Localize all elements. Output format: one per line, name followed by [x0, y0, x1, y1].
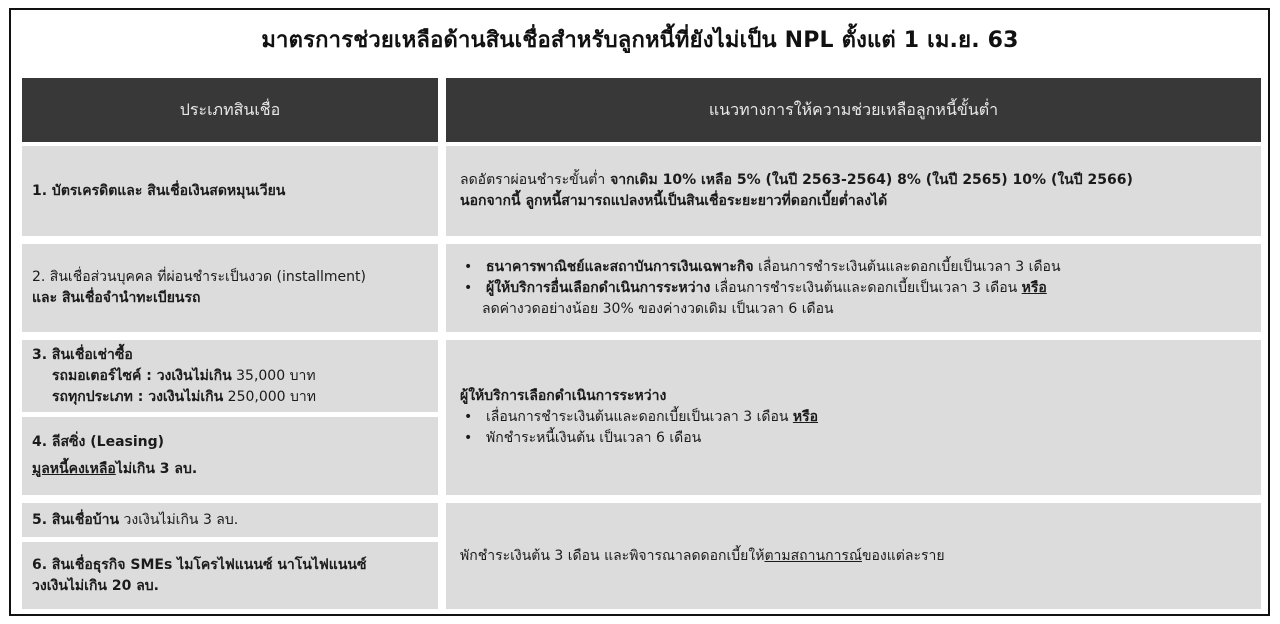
row34-bullet1-or: หรือ — [792, 409, 819, 425]
row3-loan-type-line3 — [32, 387, 428, 408]
row4-loan-type-line1: 4. ลีสซิ่ง (Leasing) — [32, 434, 165, 450]
row2-bullet2 — [460, 278, 1247, 299]
row34-bullet1 — [460, 407, 1247, 428]
row34-bullet2-text: พักชำระหนี้เงินต้น เป็นเวลา 6 เดือน — [486, 430, 702, 446]
row1-loan-type-text: 1. บัตรเครดิตและ สินเชื่อเงินสดหมุนเวียน — [32, 182, 286, 199]
row2-bullet1-lead: ธนาคารพาณิชย์และสถาบันการเงินเฉพาะกิจ — [486, 258, 754, 275]
row34-guideline — [446, 340, 1261, 495]
row5-loan-type-line — [32, 510, 428, 531]
row4-loan-type-line2 — [32, 459, 428, 480]
row34-bullet1-text: เลื่อนการชำระเงินต้นและดอกเบี้ยเป็นเวลา 3 เดือน — [486, 409, 793, 425]
header-guideline-label: แนวทางการให้ความช่วยเหลือลูกหนี้ขั้นต่ำ — [708, 99, 999, 119]
bullet-dot-icon: • — [464, 279, 473, 296]
row56-text-a: พักชำระเงินต้น 3 เดือน และพิจารณาลดดอกเบี้ยให้ — [460, 547, 765, 564]
row2-bullet2-line2: ลดค่างวดอย่างน้อย 30% ของค่างวดเดิม เป็นเวลา 6 เดือน — [482, 300, 834, 317]
page-title: มาตรการช่วยเหลือด้านสินเชื่อสำหรับลูกหนี้ที่ยังไม่เป็น NPL ตั้งแต่ 1 เม.ย. 63 — [261, 28, 1019, 53]
row34-heading: ผู้ให้บริการเลือกดำเนินการระหว่าง — [460, 388, 667, 404]
row3-all-cars-label: รถทุกประเภท : วงเงินไม่เกิน — [52, 388, 224, 405]
row6-loan-type-line2: วงเงินไม่เกิน 20 ลบ. — [32, 577, 160, 594]
header-loan-type — [22, 78, 438, 142]
row2-bullet2-or: หรือ — [1021, 279, 1047, 296]
row2-bullet2-text: เลื่อนการชำระเงินต้นและดอกเบี้ยเป็นเวลา 3 เดือน — [710, 279, 1022, 296]
row1-guideline-line2: นอกจากนี้ ลูกหนี้สามารถแปลงหนี้เป็นสินเชื่อระยะยาวที่ดอกเบี้ยต่ำลงได้ — [460, 193, 888, 209]
row56-text-b: ของแต่ละราย — [861, 547, 945, 564]
row1-loan-type — [22, 146, 438, 236]
row3-loan-type-line1: 3. สินเชื่อเช่าซื้อ — [32, 346, 133, 363]
row2-guideline — [446, 244, 1261, 332]
row6-loan-type — [22, 542, 438, 609]
row2-loan-type — [22, 244, 438, 332]
row56-text-underlined: ตามสถานการณ์ — [764, 547, 862, 564]
row1-guideline-part-a: ลดอัตราผ่อนชำระขั้นต่ำ — [460, 172, 606, 188]
row5-loan-type-limit: วงเงินไม่เกิน 3 ลบ. — [119, 511, 239, 528]
row56-guideline-text — [460, 546, 1247, 567]
row4-loan-type — [22, 417, 438, 495]
row2-loan-type-line1: 2. สินเชื่อส่วนบุคคล ที่ผ่อนชำระเป็นงวด (installment) — [32, 269, 366, 285]
row1-guideline-line1 — [460, 170, 1247, 191]
row2-bullet2-lead: ผู้ให้บริการอื่นเลือกดำเนินการระหว่าง — [486, 279, 711, 296]
row3-loan-type — [22, 340, 438, 412]
row2-bullet1-text: เลื่อนการชำระเงินต้นและดอกเบี้ยเป็นเวลา 3 เดือน — [753, 258, 1061, 275]
row2-bullet1 — [460, 257, 1247, 278]
row1-guideline-part-b: จากเดิม 10% เหลือ 5% (ในปี 2563-2564) 8% (ในปี 2565) 10% (ในปี 2566) — [605, 172, 1133, 188]
bullet-dot-icon: • — [464, 258, 473, 275]
row3-motorcycle-label: รถมอเตอร์ไซค์ : วงเงินไม่เกิน — [52, 367, 232, 384]
bullet-dot-icon: • — [464, 430, 473, 446]
row3-all-cars-amount: 250,000 บาท — [223, 388, 316, 405]
row3-motorcycle-amount: 35,000 บาท — [231, 367, 316, 384]
header-loan-type-label: ประเภทสินเชื่อ — [179, 99, 281, 119]
header-guideline — [446, 78, 1261, 142]
row2-loan-type-line2: และ สินเชื่อจำนำทะเบียนรถ — [32, 290, 201, 306]
row1-guideline — [446, 146, 1261, 236]
row56-guideline — [446, 503, 1261, 609]
row4-remaining-debt-label: มูลหนี้คงเหลือ — [32, 461, 116, 477]
row5-loan-type — [22, 503, 438, 537]
row6-loan-type-line1: 6. สินเชื่อธุรกิจ SMEs ไมโครไฟแนนซ์ นาโนไฟแนนซ์ — [32, 556, 367, 573]
bullet-dot-icon: • — [464, 409, 473, 425]
row34-bullet2 — [460, 428, 1247, 449]
row5-loan-type-label: 5. สินเชื่อบ้าน — [32, 511, 120, 528]
row4-remaining-debt-value: ไม่เกิน 3 ลบ. — [115, 461, 198, 477]
row3-loan-type-line2 — [32, 366, 428, 387]
